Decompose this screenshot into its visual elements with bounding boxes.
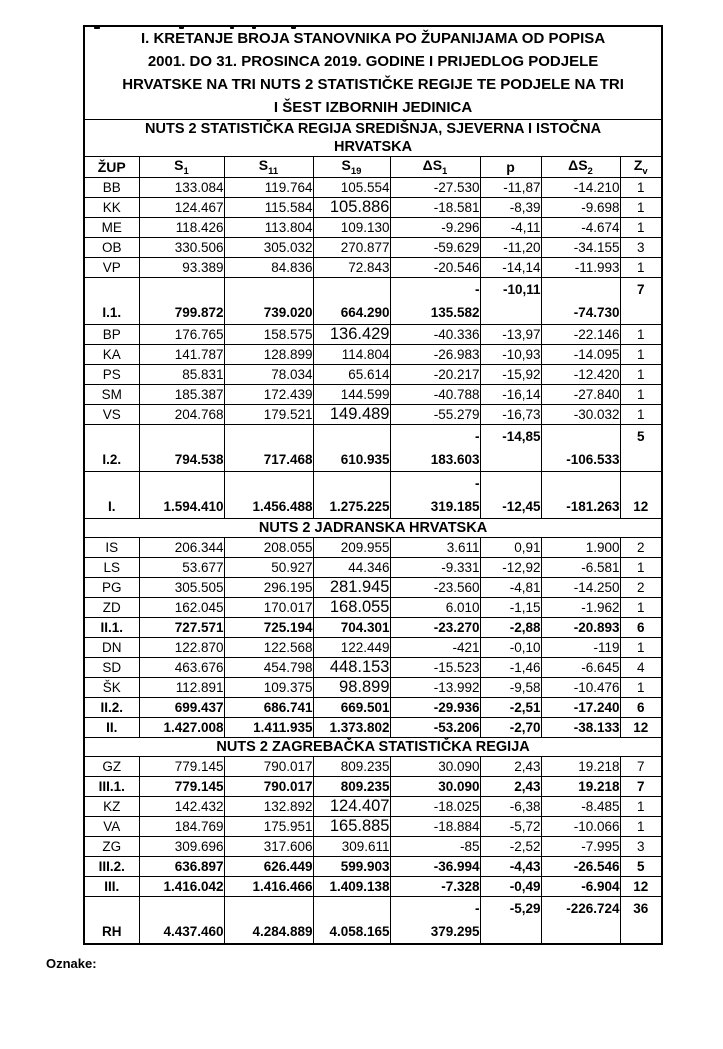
cell-zup: SM	[84, 385, 139, 405]
cell-p: -2,70	[480, 718, 541, 738]
cell-ds2: -20.893	[541, 618, 620, 638]
cell-ds1: -27.530	[390, 178, 480, 198]
cell-zup: IS	[84, 538, 139, 558]
cell-zup: I.	[84, 472, 139, 519]
cell-p: -10,11	[480, 278, 541, 325]
cell-s19: 448.153	[313, 658, 390, 678]
cell-zup: III.2.	[84, 857, 139, 877]
table-row	[84, 777, 662, 797]
column-header-s19: $S_{19}$	[313, 157, 390, 178]
cell-s11: 158.575	[224, 325, 313, 345]
footnote-label: Oznake:	[46, 956, 97, 971]
cell-s19: 4.058.165	[313, 897, 390, 945]
column-header-zv: $Z_v$	[620, 157, 662, 178]
cell-s1: 185.387	[139, 385, 224, 405]
column-header-row	[84, 157, 662, 178]
cell-p: -4,43	[480, 857, 541, 877]
cell-s1: 699.437	[139, 698, 224, 718]
cell-zup: VS	[84, 405, 139, 425]
cell-zup: ZD	[84, 598, 139, 618]
cell-ds2: -14.210	[541, 178, 620, 198]
cell-zup: ZG	[84, 837, 139, 857]
cell-s11: 128.899	[224, 345, 313, 365]
table-row	[84, 345, 662, 365]
cell-p: 0,91	[480, 538, 541, 558]
cell-s11: 109.375	[224, 678, 313, 698]
cell-ds1: -15.523	[390, 658, 480, 678]
table-row	[84, 618, 662, 638]
cell-zv: 1	[620, 638, 662, 658]
cell-zv: 12	[620, 472, 662, 519]
cell-ds2: -119	[541, 638, 620, 658]
cell-ds1: -18.884	[390, 817, 480, 837]
cell-s1: 305.505	[139, 578, 224, 598]
cell-ds2: -27.840	[541, 385, 620, 405]
cell-ds2: -6.645	[541, 658, 620, 678]
cell-zv: 1	[620, 218, 662, 238]
cell-p: -16,14	[480, 385, 541, 405]
cell-ds1: -59.629	[390, 238, 480, 258]
cell-s1: 1.427.008	[139, 718, 224, 738]
cell-zup: GZ	[84, 757, 139, 777]
cell-s19: 168.055	[313, 598, 390, 618]
cell-zup: BP	[84, 325, 139, 345]
section-header: NUTS 2 ZAGREBAČKA STATISTIČKA REGIJA	[84, 738, 662, 757]
cell-p: -4,81	[480, 578, 541, 598]
cell-s11: 4.284.889	[224, 897, 313, 945]
cell-s19: 281.945	[313, 578, 390, 598]
cell-p: -11,20	[480, 238, 541, 258]
cell-p: -14,85	[480, 425, 541, 472]
cell-zup: ŠK	[84, 678, 139, 698]
cell-ds2: 1.900	[541, 538, 620, 558]
table-row	[84, 837, 662, 857]
cell-ds2: -10.066	[541, 817, 620, 837]
cell-zv: 1	[620, 178, 662, 198]
cell-p: -0,49	[480, 877, 541, 897]
cell-zv: 7	[620, 278, 662, 325]
cell-s1: 141.787	[139, 345, 224, 365]
cell-p: -12,92	[480, 558, 541, 578]
cell-zv: 1	[620, 405, 662, 425]
cell-s19: 1.409.138	[313, 877, 390, 897]
table-row	[84, 598, 662, 618]
cell-ds2: -14.250	[541, 578, 620, 598]
cell-s11: 1.416.466	[224, 877, 313, 897]
cell-s11: 78.034	[224, 365, 313, 385]
table-row	[84, 877, 662, 897]
cell-ds2: -1.962	[541, 598, 620, 618]
cell-s1: 142.432	[139, 797, 224, 817]
cell-zv: 5	[620, 857, 662, 877]
cell-zv: 4	[620, 658, 662, 678]
cell-ds2: -30.032	[541, 405, 620, 425]
table-row	[84, 817, 662, 837]
cell-ds2: -74.730	[541, 278, 620, 325]
cell-ds1: -7.328	[390, 877, 480, 897]
cell-p: 2,43	[480, 777, 541, 797]
population-table	[83, 25, 663, 945]
cell-ds1: 6.010	[390, 598, 480, 618]
cell-zup: III.1.	[84, 777, 139, 797]
cell-s19: 664.290	[313, 278, 390, 325]
cell-zv: 1	[620, 345, 662, 365]
cell-ds1: -29.936	[390, 698, 480, 718]
cell-zv: 2	[620, 578, 662, 598]
cell-s11: 739.020	[224, 278, 313, 325]
cell-zv: 2	[620, 538, 662, 558]
cell-zv: 1	[620, 797, 662, 817]
cell-s11: 50.927	[224, 558, 313, 578]
cell-zv: 6	[620, 618, 662, 638]
table-row	[84, 198, 662, 218]
cell-p: -5,72	[480, 817, 541, 837]
cell-s11: 84.836	[224, 258, 313, 278]
cell-zv: 1	[620, 817, 662, 837]
document-page	[0, 25, 723, 971]
cell-p: -8,39	[480, 198, 541, 218]
cell-zup: LS	[84, 558, 139, 578]
table-row	[84, 797, 662, 817]
cell-zv: 1	[620, 325, 662, 345]
cell-ds1: -23.270	[390, 618, 480, 638]
cell-zup: PG	[84, 578, 139, 598]
cell-s1: 184.769	[139, 817, 224, 837]
cell-s19: 122.449	[313, 638, 390, 658]
table-row	[84, 325, 662, 345]
cell-p: -12,45	[480, 472, 541, 519]
cell-p: -2,52	[480, 837, 541, 857]
cell-zv: 1	[620, 365, 662, 385]
cell-s1: 330.506	[139, 238, 224, 258]
cell-s19: 704.301	[313, 618, 390, 638]
cell-ds2: -10.476	[541, 678, 620, 698]
cell-s11: 132.892	[224, 797, 313, 817]
cell-s19: 114.804	[313, 345, 390, 365]
cell-p: -6,38	[480, 797, 541, 817]
table-row	[84, 658, 662, 678]
table-row	[84, 178, 662, 198]
cell-s1: 799.872	[139, 278, 224, 325]
cell-ds1: -421	[390, 638, 480, 658]
cell-s11: 454.798	[224, 658, 313, 678]
cell-s19: 105.554	[313, 178, 390, 198]
cell-s11: 119.764	[224, 178, 313, 198]
table-row	[84, 558, 662, 578]
cell-zv: 7	[620, 777, 662, 797]
cell-zup: OB	[84, 238, 139, 258]
column-header-s1: $S_1$	[139, 157, 224, 178]
table-row	[84, 472, 662, 519]
cell-p: -4,11	[480, 218, 541, 238]
cell-ds1: -40.336	[390, 325, 480, 345]
cell-zv: 12	[620, 718, 662, 738]
table-row	[84, 365, 662, 385]
cell-s1: 779.145	[139, 777, 224, 797]
column-header-ds1: $\Delta S_1$	[390, 157, 480, 178]
cell-s11: 305.032	[224, 238, 313, 258]
cell-s11: 296.195	[224, 578, 313, 598]
column-header-s11: $S_{11}$	[224, 157, 313, 178]
cell-zv: 6	[620, 698, 662, 718]
table-row	[84, 258, 662, 278]
cell-s19: 809.235	[313, 757, 390, 777]
cell-ds1: -55.279	[390, 405, 480, 425]
cell-ds1: -9.296	[390, 218, 480, 238]
cell-zup: DN	[84, 638, 139, 658]
cell-s19: 309.611	[313, 837, 390, 857]
table-title: I. KRETANJE BROJA STANOVNIKA PO ŽUPANIJAMA OD POPISA 2001. DO 31. PROSINCA 2019. GODINE I PRIJEDLOG PODJELE HRVATSKE NA TRI NUTS 2 STATISTIČKE REGIJE TE PODJELE NA TRI I ŠEST IZBORNIH JEDINICA	[84, 26, 662, 120]
cell-ds2: -8.485	[541, 797, 620, 817]
cell-s1: 204.768	[139, 405, 224, 425]
cell-p: -1,15	[480, 598, 541, 618]
cell-ds1: -20.546	[390, 258, 480, 278]
cell-ds1: -20.217	[390, 365, 480, 385]
cell-s1: 133.084	[139, 178, 224, 198]
cell-zup: II.1.	[84, 618, 139, 638]
cell-ds2: -17.240	[541, 698, 620, 718]
cell-p: -15,92	[480, 365, 541, 385]
cell-p: -2,51	[480, 698, 541, 718]
cell-s11: 115.584	[224, 198, 313, 218]
cell-p: -10,93	[480, 345, 541, 365]
cell-zup: SD	[84, 658, 139, 678]
cell-zv: 1	[620, 598, 662, 618]
cell-ds1: - 319.185	[390, 472, 480, 519]
cell-s19: 1.275.225	[313, 472, 390, 519]
cell-s19: 209.955	[313, 538, 390, 558]
cell-p: -13,97	[480, 325, 541, 345]
cell-ds2: -181.263	[541, 472, 620, 519]
cell-zv: 1	[620, 558, 662, 578]
cell-s11: 686.741	[224, 698, 313, 718]
cell-ds2: -34.155	[541, 238, 620, 258]
cell-s11: 790.017	[224, 777, 313, 797]
table-row	[84, 678, 662, 698]
cell-s1: 93.389	[139, 258, 224, 278]
cell-s11: 717.468	[224, 425, 313, 472]
cell-zv: 1	[620, 198, 662, 218]
cell-ds1: -13.992	[390, 678, 480, 698]
column-header-p: p	[480, 157, 541, 178]
cell-s11: 179.521	[224, 405, 313, 425]
cell-p: -14,14	[480, 258, 541, 278]
table-row	[84, 718, 662, 738]
cell-ds1: - 135.582	[390, 278, 480, 325]
cell-zup: KA	[84, 345, 139, 365]
cell-s19: 98.899	[313, 678, 390, 698]
cell-s1: 118.426	[139, 218, 224, 238]
table-row	[84, 897, 662, 945]
cell-s19: 669.501	[313, 698, 390, 718]
table-row	[84, 538, 662, 558]
cell-s11: 790.017	[224, 757, 313, 777]
cell-s19: 65.614	[313, 365, 390, 385]
cell-s19: 144.599	[313, 385, 390, 405]
cell-ds2: -11.993	[541, 258, 620, 278]
cell-s1: 124.467	[139, 198, 224, 218]
cell-ds2: -26.546	[541, 857, 620, 877]
cell-s19: 165.885	[313, 817, 390, 837]
table-row	[84, 425, 662, 472]
section-header: NUTS 2 JADRANSKA HRVATSKA	[84, 519, 662, 538]
column-header-ds2: $\Delta S_2$	[541, 157, 620, 178]
cell-s11: 113.804	[224, 218, 313, 238]
cell-s19: 1.373.802	[313, 718, 390, 738]
cell-ds2: -226.724	[541, 897, 620, 945]
cell-s19: 124.407	[313, 797, 390, 817]
cell-zv: 3	[620, 837, 662, 857]
cell-s11: 1.411.935	[224, 718, 313, 738]
cell-s19: 270.877	[313, 238, 390, 258]
cell-s19: 149.489	[313, 405, 390, 425]
cell-ds2: -4.674	[541, 218, 620, 238]
cell-p: -16,73	[480, 405, 541, 425]
cell-zup: KK	[84, 198, 139, 218]
cell-ds1: -36.994	[390, 857, 480, 877]
cell-s19: 599.903	[313, 857, 390, 877]
cell-ds1: -53.206	[390, 718, 480, 738]
cell-zup: III.	[84, 877, 139, 897]
cell-s11: 122.568	[224, 638, 313, 658]
cell-zup: ME	[84, 218, 139, 238]
cell-zup: I.1.	[84, 278, 139, 325]
cell-zv: 1	[620, 678, 662, 698]
cell-s1: 176.765	[139, 325, 224, 345]
cell-p: -1,46	[480, 658, 541, 678]
cell-s1: 162.045	[139, 598, 224, 618]
cell-ds2: -38.133	[541, 718, 620, 738]
cell-zup: BB	[84, 178, 139, 198]
cell-s1: 636.897	[139, 857, 224, 877]
cell-zup: VA	[84, 817, 139, 837]
cell-s1: 112.891	[139, 678, 224, 698]
table-row	[84, 638, 662, 658]
table-row	[84, 278, 662, 325]
cell-s1: 309.696	[139, 837, 224, 857]
table-row	[84, 238, 662, 258]
cell-ds2: -106.533	[541, 425, 620, 472]
cell-ds1: 30.090	[390, 757, 480, 777]
cell-s1: 727.571	[139, 618, 224, 638]
cell-s1: 1.594.410	[139, 472, 224, 519]
cell-zv: 1	[620, 385, 662, 405]
cell-ds1: -18.025	[390, 797, 480, 817]
cell-p: -5,29	[480, 897, 541, 945]
cell-p: 2,43	[480, 757, 541, 777]
cell-ds2: -12.420	[541, 365, 620, 385]
cell-s1: 463.676	[139, 658, 224, 678]
cell-zup: I.2.	[84, 425, 139, 472]
cell-s19: 105.886	[313, 198, 390, 218]
cell-zup: II.2.	[84, 698, 139, 718]
cell-zv: 7	[620, 757, 662, 777]
cell-s19: 72.843	[313, 258, 390, 278]
cell-ds2: -9.698	[541, 198, 620, 218]
cell-ds1: -26.983	[390, 345, 480, 365]
cell-zup: II.	[84, 718, 139, 738]
cell-ds2: -14.095	[541, 345, 620, 365]
cell-s19: 109.130	[313, 218, 390, 238]
cell-s1: 779.145	[139, 757, 224, 777]
cell-ds1: 3.611	[390, 538, 480, 558]
cell-s19: 44.346	[313, 558, 390, 578]
cell-s1: 53.677	[139, 558, 224, 578]
table-row	[84, 218, 662, 238]
cell-s11: 1.456.488	[224, 472, 313, 519]
cell-ds2: 19.218	[541, 777, 620, 797]
table-row	[84, 698, 662, 718]
cell-s1: 794.538	[139, 425, 224, 472]
cell-zup: PS	[84, 365, 139, 385]
cell-s1: 206.344	[139, 538, 224, 558]
cell-s11: 626.449	[224, 857, 313, 877]
table-row	[84, 857, 662, 877]
cell-zv: 1	[620, 258, 662, 278]
cell-ds1: -23.560	[390, 578, 480, 598]
cell-s11: 170.017	[224, 598, 313, 618]
cell-s11: 317.606	[224, 837, 313, 857]
cell-ds1: - 379.295	[390, 897, 480, 945]
table-row	[84, 757, 662, 777]
cell-zv: 3	[620, 238, 662, 258]
cell-p: -11,87	[480, 178, 541, 198]
cell-s11: 725.194	[224, 618, 313, 638]
cell-zv: 5	[620, 425, 662, 472]
cell-ds2: -22.146	[541, 325, 620, 345]
cell-ds1: -18.581	[390, 198, 480, 218]
cell-s1: 85.831	[139, 365, 224, 385]
cell-zup: RH	[84, 897, 139, 945]
cell-ds2: 19.218	[541, 757, 620, 777]
cell-s11: 172.439	[224, 385, 313, 405]
cell-s1: 1.416.042	[139, 877, 224, 897]
cell-ds1: -85	[390, 837, 480, 857]
cell-zv: 36	[620, 897, 662, 945]
section-header: NUTS 2 STATISTIČKA REGIJA SREDIŠNJA, SJEVERNA I ISTOČNA HRVATSKA	[84, 120, 662, 157]
cell-p: -9,58	[480, 678, 541, 698]
cell-zup: VP	[84, 258, 139, 278]
table-row	[84, 405, 662, 425]
cell-ds2: -6.581	[541, 558, 620, 578]
column-header-zup: ŽUP	[84, 157, 139, 178]
cell-s19: 136.429	[313, 325, 390, 345]
cell-s1: 4.437.460	[139, 897, 224, 945]
cell-s11: 208.055	[224, 538, 313, 558]
cell-p: -0,10	[480, 638, 541, 658]
cell-s19: 809.235	[313, 777, 390, 797]
table-row	[84, 385, 662, 405]
cell-ds1: -9.331	[390, 558, 480, 578]
cell-ds1: - 183.603	[390, 425, 480, 472]
cell-zv: 12	[620, 877, 662, 897]
cell-ds2: -7.995	[541, 837, 620, 857]
cell-s1: 122.870	[139, 638, 224, 658]
cell-ds1: -40.788	[390, 385, 480, 405]
table-row	[84, 578, 662, 598]
cell-s11: 175.951	[224, 817, 313, 837]
cell-ds2: -6.904	[541, 877, 620, 897]
cell-ds1: 30.090	[390, 777, 480, 797]
cell-zup: KZ	[84, 797, 139, 817]
cell-p: -2,88	[480, 618, 541, 638]
cell-s19: 610.935	[313, 425, 390, 472]
